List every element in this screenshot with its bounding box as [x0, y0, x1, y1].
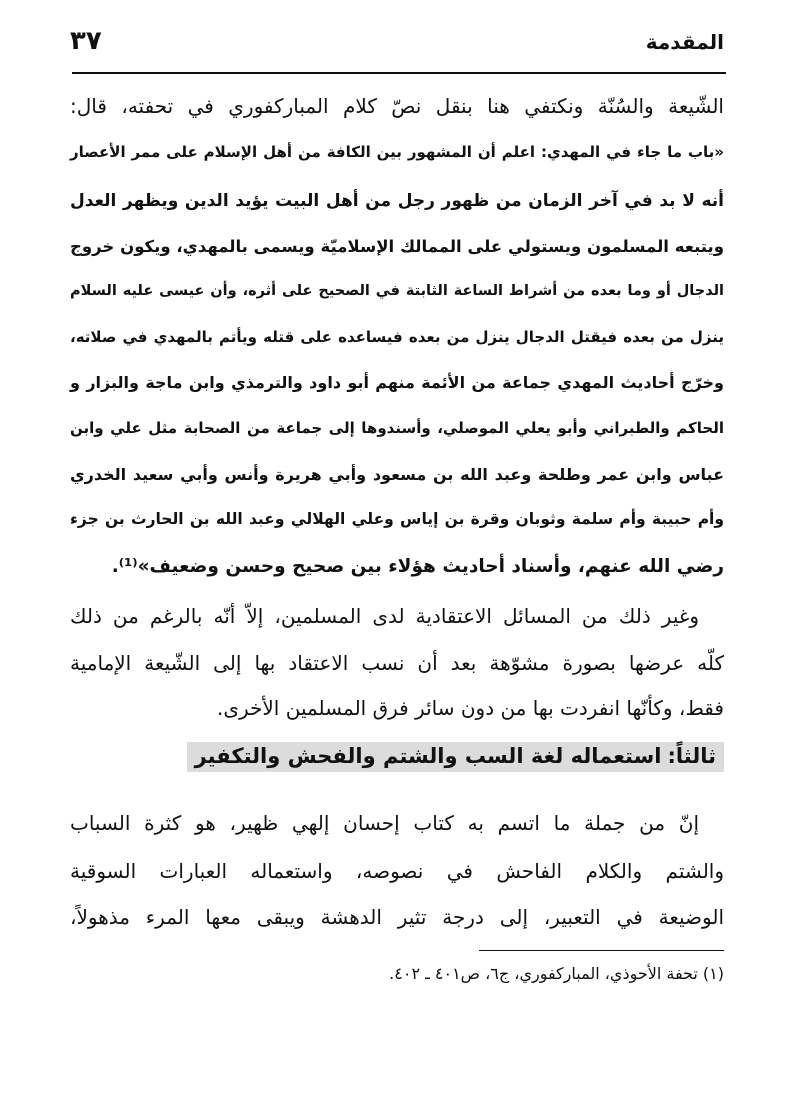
text-line: الشّيعة والسُنّة ونكتفي هنا بنقل نصّ كلام المباركفوري في تحفته، قال:: [70, 94, 724, 118]
running-header-title: المقدمة: [645, 30, 724, 54]
paragraph-first-line: وغير ذلك من المسائل الاعتقادية لدى المسلمين، إلاّ أنّه بالرغم من ذلك: [70, 604, 699, 628]
quote-line: وأم حبيبة وأم سلمة وثوبان وقرة بن إياس وعلي الهلالي وعبد الله بن الحارث بن جزء: [70, 510, 724, 528]
quote-line: وخرّج أحاديث المهدي جماعة من الأئمة منهم أبو داود والترمذي وابن ماجة والبزار و: [70, 373, 724, 392]
text-line: والشتم والكلام الفاحش في نصوصه، واستعماله العبارات السوقية: [70, 859, 724, 883]
section-heading-label: ثالثاً:: [667, 744, 716, 768]
quote-line: أنه لا بد في آخر الزمان من ظهور رجل من أهل البيت يؤيد الدين ويظهر العدل: [70, 191, 724, 211]
text-line: فقط، وكأنّها انفردت بها من دون سائر فرق المسلمين الأخرى.: [216, 696, 724, 720]
quote-line: ويتبعه المسلمون ويستولي على الممالك الإسلاميّة ويسمى بالمهدي، ويكون خروج: [70, 237, 724, 256]
footnote-divider: [479, 950, 724, 951]
section-heading-title: استعماله لغة السب والشتم والفحش والتكفير: [194, 744, 662, 768]
text-line: كلّه عرضها بصورة مشوّهة بعد أن نسب الاعتقاد بها إلى الشّيعة الإمامية: [70, 651, 724, 675]
text-line: الوضيعة في التعبير، إلى درجة تثير الدهشة ويبقى معها المرء مذهولاً،: [70, 905, 724, 929]
paragraph-first-line: إنّ من جملة ما اتسم به كتاب إحسان إلهي ظهير، هو كثرة السباب: [70, 811, 699, 835]
section-heading: [187, 742, 724, 772]
quote-line: الحاكم والطبراني وأبو يعلي الموصلي، وأسندوها إلى جماعة من الصحابة مثل علي وابن: [70, 419, 724, 437]
page-header: [70, 26, 724, 66]
header-divider: [72, 72, 726, 74]
footnote: (١) تحفة الأحوذي، المباركفوري، ج٦، ص٤٠١ ـ ٤٠٢.: [389, 964, 724, 983]
quote-line: «باب ما جاء في المهدي: اعلم أن المشهور بين الكافة من أهل الإسلام على ممر الأعصار: [70, 143, 724, 161]
quote-line: رضي الله عنهم، وأسناد أحاديث هؤلاء بين صحيح وحسن وضعيف»⁽¹⁾.: [111, 556, 724, 577]
quote-line: الدجال أو وما بعده من أشراط الساعة الثابتة في الصحيح على أثره، وأن عيسى عليه السلام: [70, 283, 724, 299]
quote-line: عباس وابن عمر وطلحة وعبد الله بن مسعود وأبي هريرة وأنس وأبي سعيد الخدري: [70, 465, 724, 484]
quote-line: ينزل من بعده فيقتل الدجال ينزل من بعده فيساعده على قتله ويأتم بالمهدي في صلاته،: [70, 328, 724, 346]
page-number: ٣٧: [70, 26, 102, 56]
